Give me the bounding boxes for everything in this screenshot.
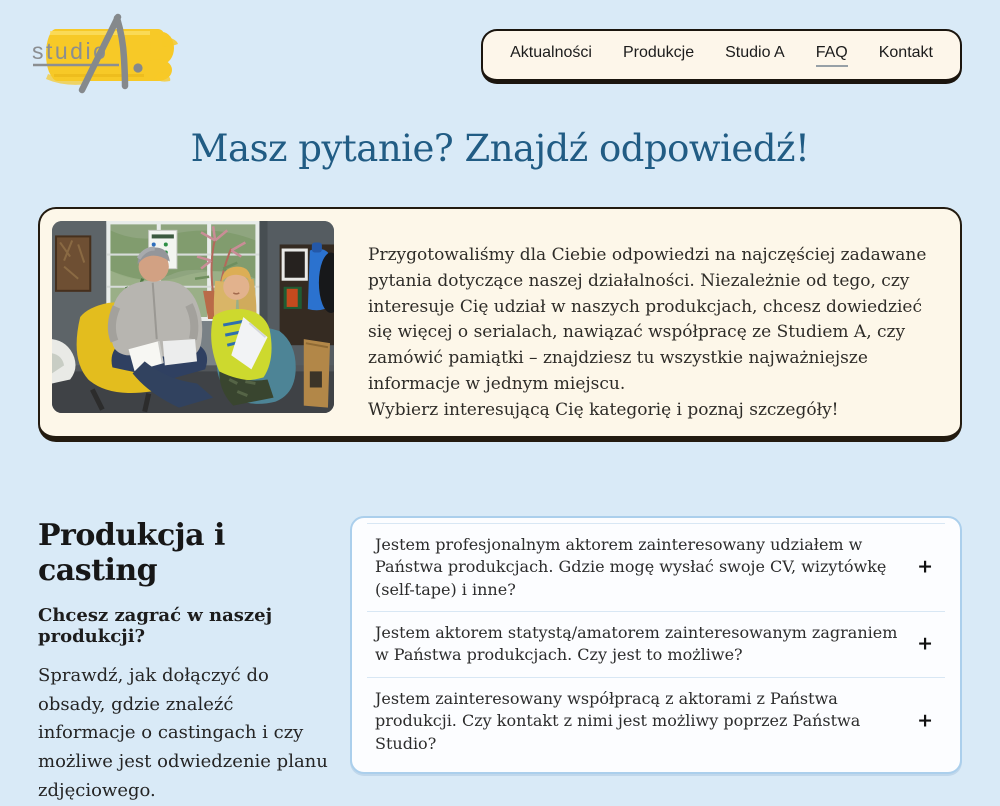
intro-photo bbox=[52, 221, 334, 413]
studio-a-logo[interactable] bbox=[12, 4, 182, 99]
nav-item-aktualnosci[interactable]: Aktualności bbox=[510, 44, 592, 61]
faq-question: Jestem profesjonalnym aktorem zainteresowany udziałem w Państwa produkcjach. Gdzie mogę wysłać swoje CV, wizytówkę (self-tape) i inne? bbox=[375, 534, 887, 599]
faq-item-3[interactable] bbox=[367, 677, 945, 765]
expand-plus-icon[interactable]: + bbox=[917, 555, 933, 578]
faq-question: Jestem zainteresowany współpracą z aktorami z Państwa produkcji. Czy kontakt z nimi jest możliwy poprzez Państwa Studio? bbox=[375, 688, 861, 753]
photo-man-and-girl-reading-scripts bbox=[52, 221, 334, 413]
page-title: Masz pytanie? Znajdź odpowiedź! bbox=[190, 127, 810, 170]
intro-text-block bbox=[368, 221, 948, 424]
category-title: Produkcja i casting bbox=[38, 517, 225, 588]
logo-dot bbox=[133, 63, 142, 72]
faq-item-2[interactable] bbox=[367, 611, 945, 677]
studio-a-logo-graphic bbox=[12, 4, 182, 99]
main-navigation bbox=[481, 29, 962, 84]
expand-plus-icon[interactable]: + bbox=[917, 709, 933, 732]
intro-cta-line: Wybierz interesującą Cię kategorię i poznaj szczegóły! bbox=[368, 399, 839, 420]
intro-card bbox=[38, 207, 962, 442]
category-column bbox=[38, 516, 350, 806]
faq-question: Jestem aktorem statystą/amatorem zainteresowanym zagraniem w Państwa produkcjach. Czy jest to możliwe? bbox=[375, 622, 898, 665]
nav-item-kontakt[interactable]: Kontakt bbox=[878, 44, 933, 61]
faq-item-1[interactable] bbox=[367, 523, 945, 611]
category-description: Sprawdź, jak dołączyć do obsady, gdzie znaleźć informacje o castingach i czy możliwe jest odwiedzenie planu zdjęciowego. bbox=[38, 664, 328, 801]
nav-item-studio-a[interactable]: Studio A bbox=[725, 44, 785, 61]
faq-section bbox=[38, 516, 962, 806]
faq-accordion bbox=[350, 516, 962, 774]
expand-plus-icon[interactable]: + bbox=[917, 632, 933, 655]
nav-item-faq[interactable]: FAQ bbox=[816, 44, 848, 67]
logo-studio-text: studio bbox=[32, 38, 109, 64]
site-header bbox=[0, 0, 1000, 100]
intro-paragraph: Przygotowaliśmy dla Ciebie odpowiedzi na najczęściej zadawane pytania dotyczące naszej działalności. Niezależnie od tego, czy interesuje Cię udział w naszych produkcjach, chcesz dowiedzieć się więcej o serialach, nawiązać współpracę ze Studiem A, czy zamówić pamiątki – znajdziesz tu wszystkie najważniejsze informacje w jednym miejscu. bbox=[368, 245, 927, 395]
category-subheading: Chcesz zagrać w naszej produkcji? bbox=[38, 604, 273, 647]
nav-item-produkcje[interactable]: Produkcje bbox=[622, 44, 695, 61]
